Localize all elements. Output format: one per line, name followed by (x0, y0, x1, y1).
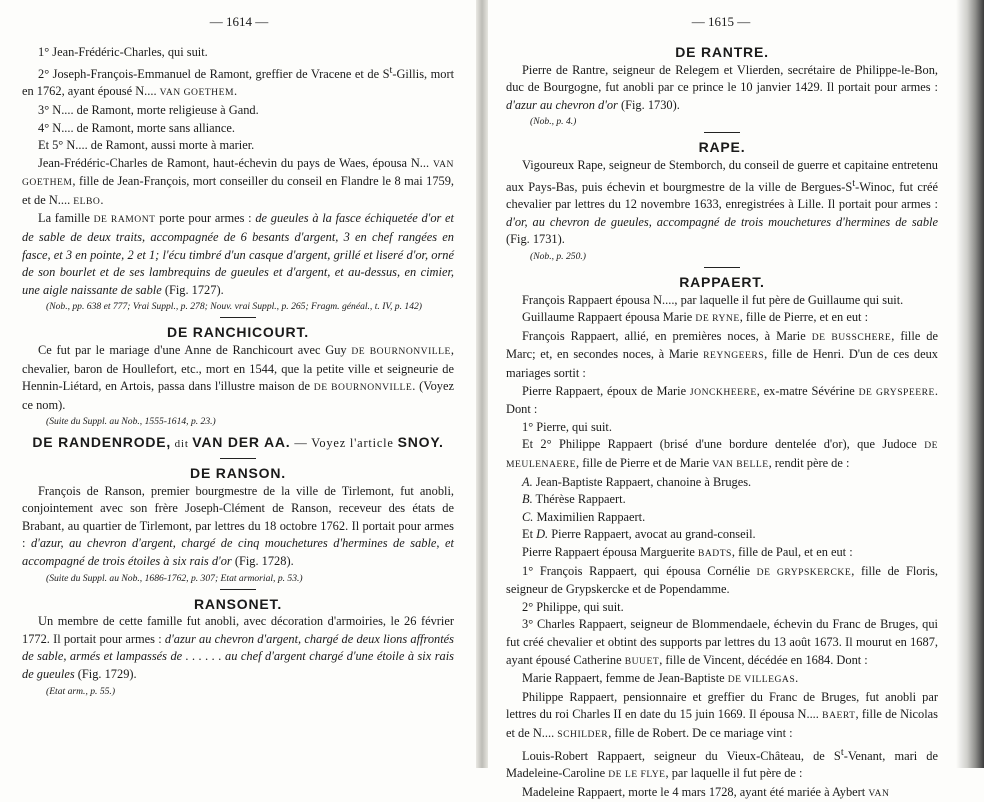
divider (220, 317, 256, 318)
paragraph: La famille DE RAMONT porte pour armes : de gueules à la fasce échiquetée d'or et de sable de deux traits, accompagnée de 6 besants d'argent, 3 en chef rangées en fasce, et 3 en pointe, 2 et 1; l'écu timbré d'un casque d'argent, grillé et liseré d'or, orné de son bourlet et de ses lambrequins de gueules et d'argent, et au-dessus, en cimier, une aigle naissante de sable (Fig. 1727). (22, 211, 455, 297)
citation: (Suite du Suppl. au Nob., 1686-1762, p. 307; Etat armorial, p. 53.) (46, 572, 303, 584)
paragraph: 3° Charles Rappaert, seigneur de Blommendaele, échevin du Franc de Bruges, qui fut créé chevalier et obtint des supports par lettres du 13 août 1673. Il mourut en 1687, ayant épousé Catherine BUUET, fille de Vincent, décédée en 1684. Dont : (506, 617, 938, 667)
paragraph: Louis-Robert Rappaert, seigneur du Vieux-Château, de $S^t$-Venant, mari de Madeleine-Caroline DE LE FLYE, par laquelle il fut père de : (506, 746, 938, 781)
right-page-text (506, 44, 938, 802)
paragraph: François de Ranson, premier bourgmestre de la ville de Tirlemont, fut anobli, conjointement avec son frère Joseph-Clément de Ranson, receveur des états de Brabant, au quartier de Tirlemont, par lettres du 18 octobre 1762. Il portait pour armes : d'azur, au chevron d'argent, chargé de cinq mouchetures d'hermines de sable, et accompagné de trois étoiles à six rais d'or (Fig. 1728). (22, 483, 454, 568)
paragraph: Philippe Rappaert, pensionnaire et greffier du Franc de Bruges, fut anobli par lettres du roi Charles II en date du 15 juin 1669. Il épousa N.... BAERT, fille de Nicolas et de N.... SCHILDER, fille de Robert. De ce mariage vint : (506, 689, 939, 740)
right-page (486, 0, 956, 799)
paragraph: Madeleine Rappaert, morte le 4 mars 1728, ayant été mariée à Aybert VAN (522, 784, 890, 799)
paragraph: Jean-Frédéric-Charles de Ramont, haut-échevin du pays de Waes, épousa N... VAN GOETHEM, fille de Jean-François, mort conseiller du conseil en Flandre le 8 mai 1759, et de N.... ELBO. (22, 155, 454, 207)
paragraph: Pierre de Rantre, seigneur de Relegem et Vlierden, secrétaire de Philippe-le-Bon, duc de Bourgogne, fut anobli par ce prince le 10 janvier 1429. Il portait pour armes : d'azur au chevron d'or (Fig. 1730). (506, 62, 938, 112)
section-heading: DE RANDENRODE, dit VAN DER AA. — Voyez l'article SNOY. (32, 434, 444, 451)
paragraph: Ce fut par le mariage d'une Anne de Ranchicourt avec Guy DE BOURNONVILLE, chevalier, baron de Houllefort, etc., mort en 1544, que la petite ville et seigneurie de Hennin-Liétard, en Artois, passa dans l'illustre maison de DE BOURNONVILLE. (Voyez ce nom). (22, 343, 455, 412)
paragraph: 4° N.... de Ramont, morte sans alliance. (38, 120, 235, 135)
paragraph: 1° Jean-Frédéric-Charles, qui suit. (38, 45, 208, 59)
list-item: C. Maximilien Rappaert. (522, 509, 646, 524)
page-edge-shadow (956, 0, 984, 768)
paragraph: Un membre de cette famille fut anobli, avec décoration d'armoiries, le 26 février 1772. Il portait pour armes : d'azur au chevron d'argent, chargé de deux lions affrontés de sable, armés et lampassés de . . . . . . au chef d'argent chargé d'une étoile à six rais de gueules (Fig. 1729). (22, 614, 454, 681)
page-number: — 1614 — (209, 14, 269, 29)
list-item: A. Jean-Baptiste Rappaert, chanoine à Bruges. (522, 474, 752, 489)
paragraph: Et 5° N.... de Ramont, aussi morte à marier. (38, 138, 255, 153)
list-item: B. Thérèse Rappaert. (522, 492, 626, 507)
section-heading: RANSONET. (193, 595, 283, 612)
citation: (Nob., p. 4.) (530, 116, 577, 128)
page-number: — 1615 — (691, 14, 751, 29)
paragraph: Pierre Rappaert, époux de Marie JONCKHEERE, ex-matre Sévérine DE GRYSPEERE. Dont : (506, 383, 938, 417)
citation: (Etat arm., p. 55.) (46, 685, 116, 697)
citation: (Nob., pp. 638 et 777; Vrai Suppl., p. 278; Nouv. vrai Suppl., p. 265; Fragm. généal., t. IV, p. 142) (46, 301, 422, 313)
left-page (0, 0, 478, 768)
section-heading: RAPPAERT. (679, 274, 765, 291)
paragraph: Et 2° Philippe Rappaert (brisé d'une bordure dentelée d'or), que Judoce DE MEULENAERE, fille de Pierre et de Marie VAN BELLE, rendit père de : (506, 437, 938, 470)
divider (220, 589, 256, 590)
paragraph: Vigoureux Rape, seigneur de Stemborch, du conseil de guerre et capitaine entretenu aux Pays-Bas, puis échevin et bourgmestre de la ville de Bergues-$S^t$-Winoc, fut créé chevalier par lettres du 12 novembre 1633, enregistrées à Lille. Il portait pour armes : d'or, au chevron de gueules, accompagné de trois mouchetures d'hermines de sable (Fig. 1731). (506, 157, 938, 247)
section-heading: DE RANTRE. (675, 44, 769, 60)
divider (704, 267, 740, 268)
paragraph: François Rappaert, allié, en premières noces, à Marie DE BUSSCHERE, fille de Marc; et, en secondes noces, à Marie REYNGEERS, fille de Henri. D'un de ces deux mariages sortit : (506, 328, 938, 381)
paragraph: 3° N.... de Ramont, morte religieuse à Gand. (38, 102, 259, 117)
section-heading: DE RANCHICOURT. (167, 324, 309, 341)
paragraph: 2° Philippe, qui suit. (522, 599, 624, 614)
left-page-text (22, 44, 454, 698)
divider (704, 132, 740, 133)
paragraph: Pierre Rappaert épousa Marguerite BADTS, fille de Paul, et en eut : (522, 544, 853, 559)
paragraph: 1° François Rappaert, qui épousa Cornélie DE GRYPSKERCKE, fille de Floris, seigneur de Grypskercke et de Popendamme. (506, 563, 938, 597)
paragraph: Guillaume Rappaert épousa Marie DE RYNE, fille de Pierre, et en eut : (522, 310, 869, 325)
divider (220, 458, 256, 459)
section-heading: RAPE. (698, 139, 746, 156)
section-heading: DE RANSON. (190, 465, 286, 481)
paragraph: Marie Rappaert, femme de Jean-Baptiste DE VILLEGAS. (522, 671, 799, 686)
paragraph: 2° Joseph-François-Emmanuel de Ramont, greffier de Vracene et de $S^t$-Gillis, mort en 1762, ayant épousé N.... VAN GOETHEM. (22, 64, 455, 99)
list-item: Et D. Pierre Rappaert, avocat au grand-conseil. (522, 527, 756, 542)
paragraph: François Rappaert épousa N...., par laquelle il fut père de Guillaume qui suit. (522, 292, 904, 307)
citation: (Suite du Suppl. au Nob., 1555-1614, p. 23.) (46, 416, 216, 428)
paragraph: 1° Pierre, qui suit. (522, 419, 612, 434)
citation: (Nob., p. 250.) (530, 251, 586, 263)
